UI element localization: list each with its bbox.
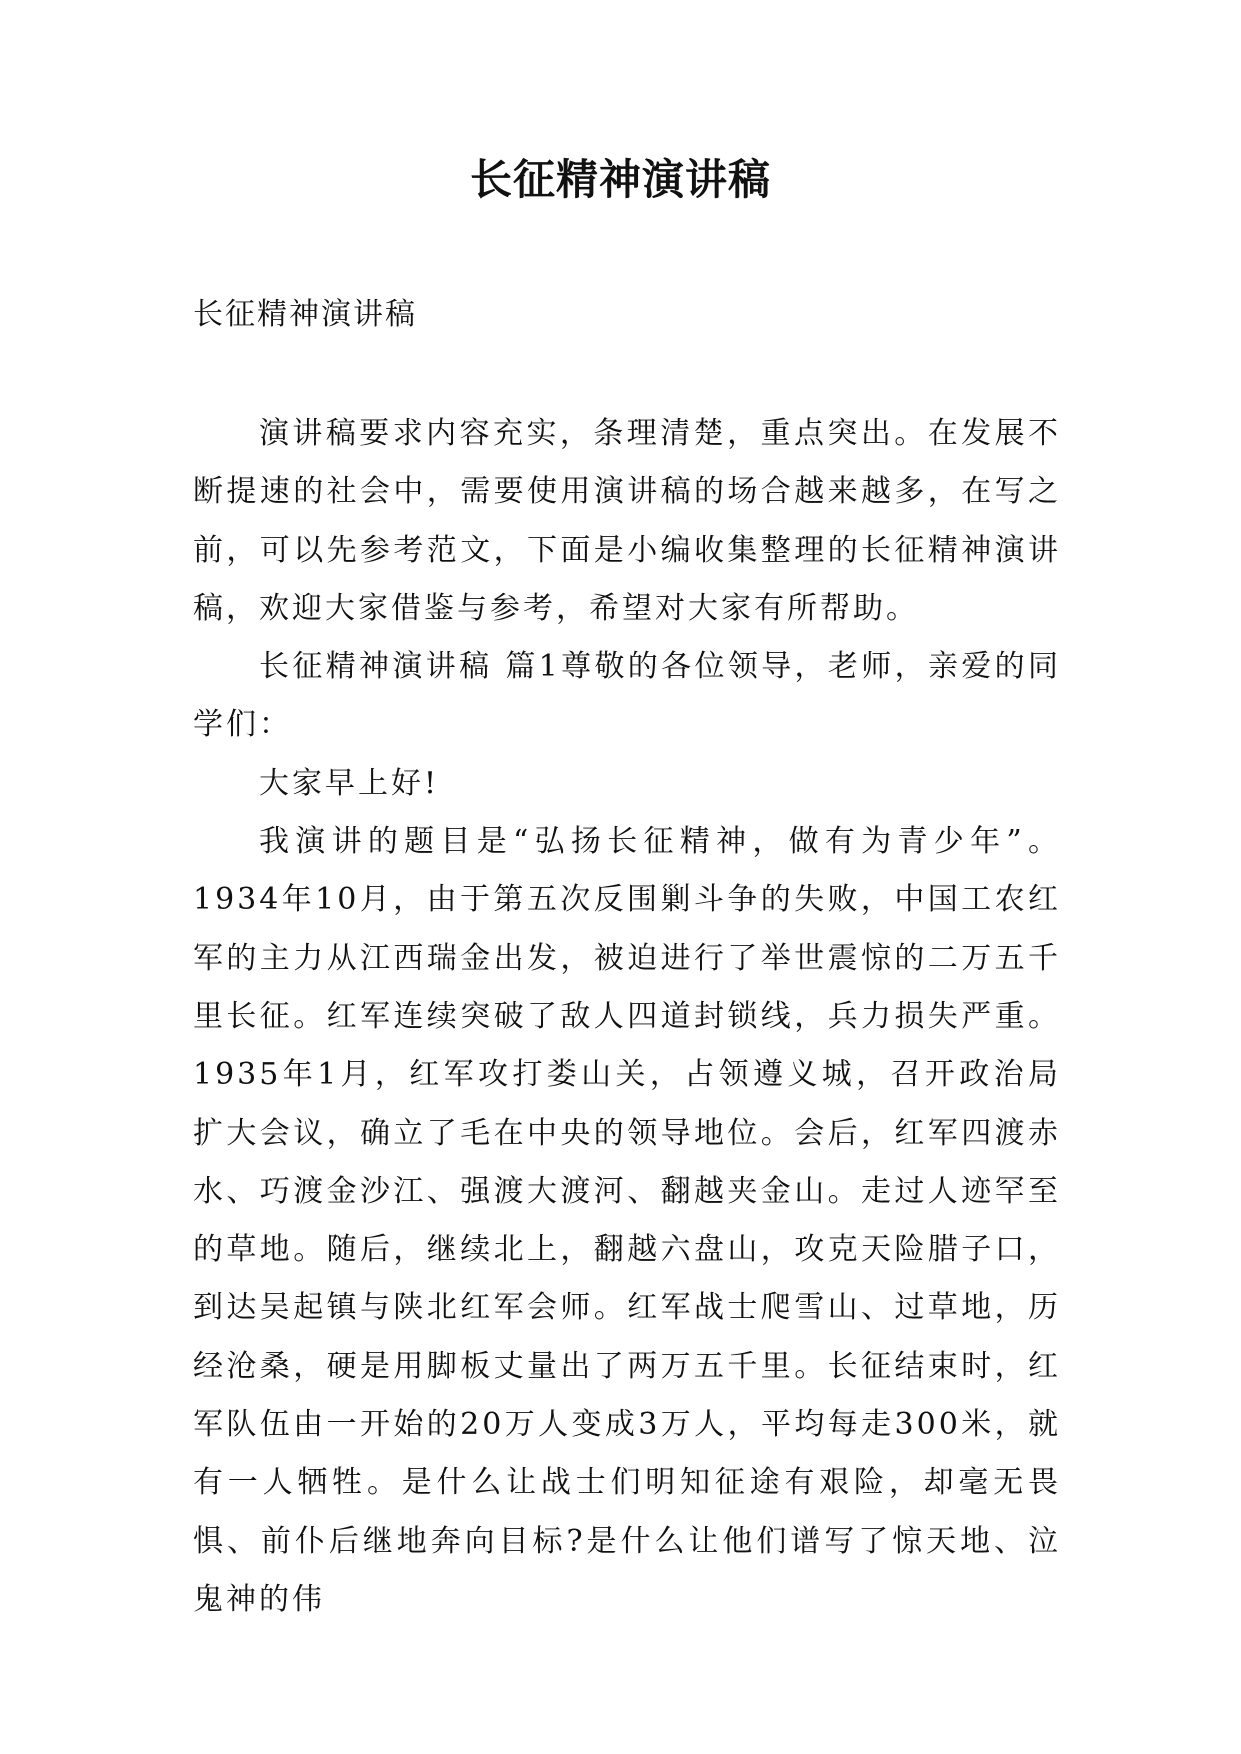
document-title: 长征精神演讲稿	[469, 155, 771, 204]
document-body	[193, 405, 1061, 1629]
paragraph-salutation: 长征精神演讲稿 篇1尊敬的各位领导，老师，亲爱的同学们：	[193, 649, 1061, 743]
paragraph-greeting: 大家早上好!	[259, 765, 440, 801]
paragraph-intro: 演讲稿要求内容充实，条理清楚，重点突出。在发展不断提速的社会中，需要使用演讲稿的场合越来越多，在写之前，可以先参考范文，下面是小编收集整理的长征精神演讲稿，欢迎大家借鉴与参考，希望对大家有所帮助。	[193, 416, 1061, 626]
paragraph-speech-body: 我演讲的题目是“弘扬长征精神，做有为青少年”。1934年10月，由于第五次反围剿斗争的失败，中国工农红军的主力从江西瑞金出发，被迫进行了举世震惊的二万五千里长征。红军连续突破了敌人四道封锁线，兵力损失严重。1935年1月，红军攻打娄山关，占领遵义城，召开政治局扩大会议，确立了毛在中央的领导地位。会后，红军四渡赤水、巧渡金沙江、强渡大渡河、翻越夹金山。走过人迹罕至的草地。随后，继续北上，翻越六盘山，攻克天险腊子口，到达吴起镇与陕北红军会师。红军战士爬雪山、过草地，历经沧桑，硬是用脚板丈量出了两万五千里。长征结束时，红军队伍由一开始的20万人变成3万人，平均每走300米，就有一人牺牲。是什么让战士们明知征途有艰险，却毫无畏惧、前仆后继地奔向目标?是什么让他们谱写了惊天地、泣鬼神的伟	[193, 824, 1061, 1617]
document-subtitle: 长征精神演讲稿	[193, 297, 417, 332]
